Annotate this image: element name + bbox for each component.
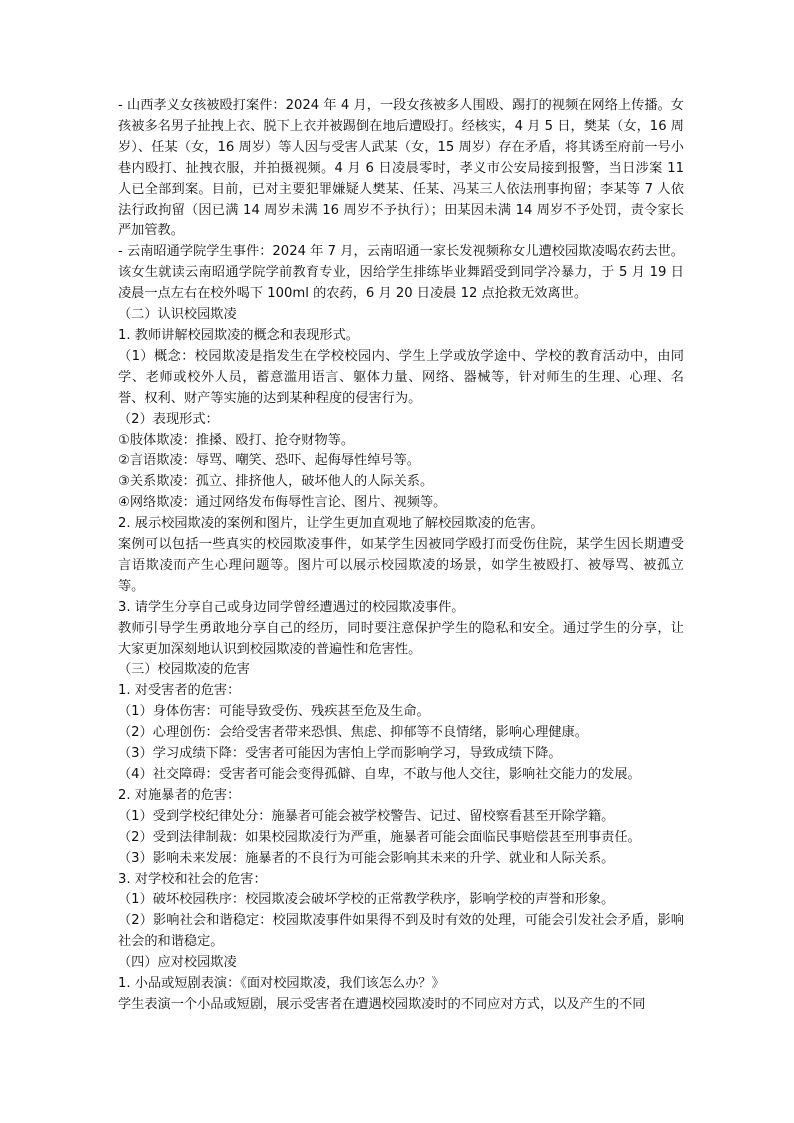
paragraph-item: 3. 请学生分享自己或身边同学曾经遭遇过的校园欺凌事件。 <box>118 599 465 615</box>
paragraph-item: ④网络欺凌：通过网络发布侮辱性言论、图片、视频等。 <box>118 495 447 511</box>
paragraph-item: （2）受到法律制裁：如果校园欺凌行为严重，施暴者可能会面临民事赔偿甚至刑事责任。 <box>118 829 641 845</box>
paragraph-body: 教师引导学生勇敢地分享自己的经历，同时要注意保护学生的隐私和安全。通过学生的分享，让大家更加深刻地认识到校园欺凌的普遍性和危害性。 <box>118 620 684 657</box>
paragraph-item: 3. 对学校和社会的危害： <box>118 871 267 887</box>
paragraph-item: 2. 展示校园欺凌的案例和图片，让学生更加直观地了解校园欺凌的危害。 <box>118 516 544 532</box>
paragraph-item: （1）破坏校园秩序：校园欺凌会破坏学校的正常教学秩序，影响学校的声誉和形象。 <box>118 892 615 908</box>
paragraph-item: （2）影响社会和谐稳定：校园欺凌事件如果得不到及时有效的处理，可能会引发社会矛盾，影响社会的和谐稳定。 <box>118 913 684 950</box>
paragraph-definition: （1）概念：校园欺凌是指发生在学校校园内、学生上学或放学途中、学校的教育活动中，由同学、老师或校外人员，蓄意滥用语言、躯体力量、网络、器械等，针对师生的生理、心理、名誉、权利、财产等实施的达到某种程度的侵害行为。 <box>118 348 684 406</box>
paragraph-item: 1. 教师讲解校园欺凌的概念和表现形式。 <box>118 327 359 343</box>
paragraph-item: 1. 对受害者的危害： <box>118 683 241 699</box>
paragraph-item: （2）表现形式： <box>118 411 219 427</box>
section-heading-response: （四）应对校园欺凌 <box>118 955 237 971</box>
paragraph-body: 学生表演一个小品或短剧，展示受害者在遭遇校园欺凌时的不同应对方式，以及产生的不同 <box>118 996 646 1012</box>
paragraph-item: ①肢体欺凌：推搡、殴打、抢夺财物等。 <box>118 432 355 448</box>
paragraph-item: （1）受到学校纪律处分：施暴者可能会被学校警告、记过、留校察看甚至开除学籍。 <box>118 808 615 824</box>
paragraph-item: （4）社交障碍：受害者可能会变得孤僻、自卑，不敢与他人交往，影响社交能力的发展。 <box>118 767 641 782</box>
section-heading-understand: （二）认识校园欺凌 <box>118 307 237 323</box>
section-heading-harm: （三）校园欺凌的危害 <box>118 662 250 678</box>
paragraph-item: ②言语欺凌：辱骂、嘲笑、恐吓、起侮辱性绰号等。 <box>118 453 420 469</box>
paragraph-item: （3）学习成绩下降：受害者可能因为害怕上学而影响学习，导致成绩下降。 <box>118 746 562 762</box>
paragraph-item: （1）身体伤害：可能导致受伤、残疾甚至危及生命。 <box>118 704 430 720</box>
paragraph-item: 1. 小品或短剧表演：《面对校园欺凌，我们该怎么办？》 <box>118 976 445 992</box>
paragraph-case-yunnan: - 云南昭通学院学生事件：2024 年 7 月，云南昭通一家长发视频称女儿遭校园欺凌喝农药去世。该女生就读云南昭通学院学前教育专业，因给学生排练毕业舞蹈受到同学冷暴力，于 5 月 19 日凌晨一点左右在校外喝下 100ml 的农药，6 月 20 日凌晨 12 点抢救无效离世。 <box>118 244 684 302</box>
document-body <box>118 96 684 1016</box>
paragraph-item: ③关系欺凌：孤立、排挤他人，破坏他人的人际关系。 <box>118 474 434 490</box>
paragraph-case-shanxi: - 山西孝义女孩被殴打案件：2024 年 4 月，一段女孩被多人围殴、踢打的视频在网络上传播。女孩被多名男子扯拽上衣、脱下上衣并被踢倒在地后遭殴打。经核实，4 月 5 日，樊某（女，16 周岁）、任某（女，16 周岁）等人因与受害人武某（女，15 周岁）存在矛盾，将其诱至府前一号小巷内殴打、扯拽衣服，并拍摄视频。4 月 6 日凌晨零时，孝义市公安局接到报警，当日涉案 11 人已全部到案。目前，已对主要犯罪嫌疑人樊某、任某、冯某三人依法刑事拘留；李某等 7 人依法行政拘留（因已满 14 周岁未满 16 周岁不予执行）；田某因未满 14 周岁不予处罚，责令家长严加管教。 <box>118 98 684 239</box>
paragraph-item: （2）心理创伤：会给受害者带来恐惧、焦虑、抑郁等不良情绪，影响心理健康。 <box>118 725 588 741</box>
paragraph-item: 2. 对施暴者的危害： <box>118 787 241 803</box>
paragraph-item: （3）影响未来发展：施暴者的不良行为可能会影响其未来的升学、就业和人际关系。 <box>118 850 615 866</box>
paragraph-body: 案例可以包括一些真实的校园欺凌事件，如某学生因被同学殴打而受伤住院，某学生因长期遭受言语欺凌而产生心理问题等。图片可以展示校园欺凌的场景，如学生被殴打、被辱骂、被孤立等。 <box>118 537 684 594</box>
